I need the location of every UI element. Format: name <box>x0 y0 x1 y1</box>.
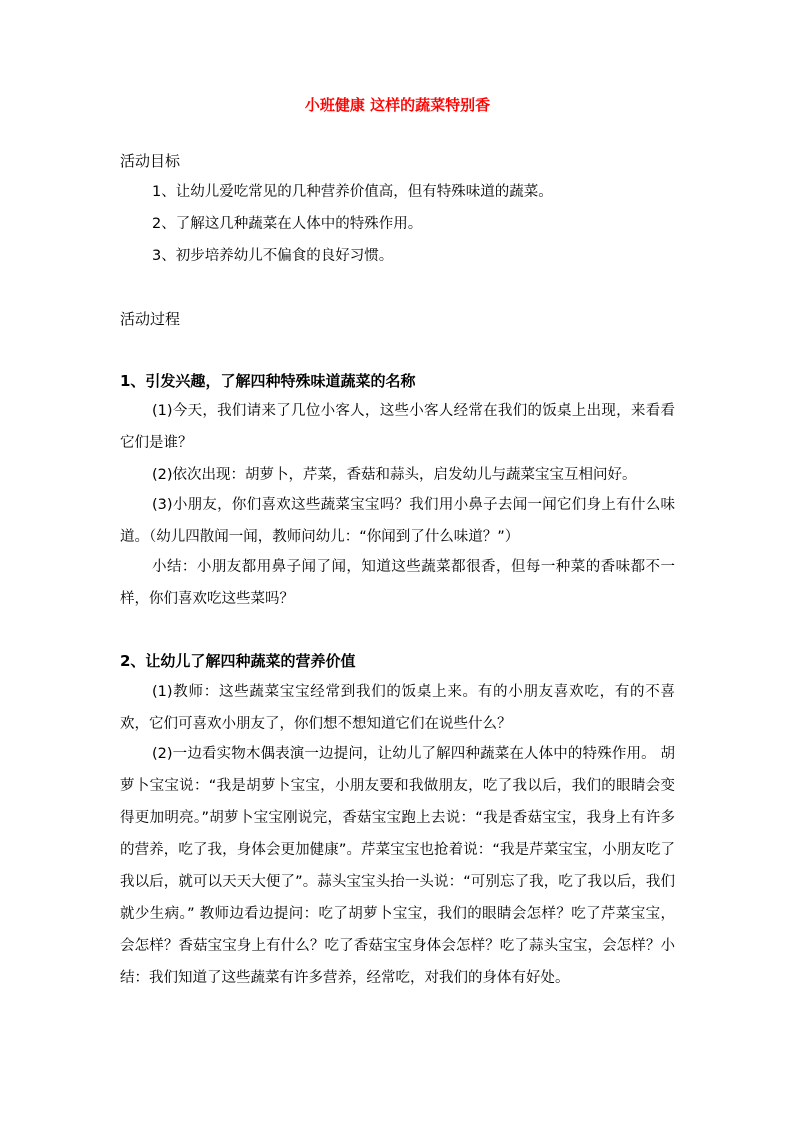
process-heading: 活动过程 <box>120 310 181 328</box>
section1-paragraph-2: (2)依次出现：胡萝卜，芹菜，香菇和蒜头，启发幼儿与蔬菜宝宝互相问好。 <box>152 467 637 483</box>
section1-paragraph-3: (3)小朋友，你们喜欢这些蔬菜宝宝吗？我们用小鼻子去闻一闻它们身上有什么味道。（幼儿四散闻一闻，教师问幼儿：“你闻到了什么味道？”） <box>120 497 675 545</box>
document-title: 小班健康 这样的蔬菜特别香 <box>304 96 491 114</box>
section1-summary: 小结：小朋友都用鼻子闻了闻，知道这些蔬菜都很香，但每一种菜的香味都不一样，你们喜欢吃这些菜吗？ <box>120 559 675 607</box>
section2-paragraph-2: (2)一边看实物木偶表演一边提问，让幼儿了解四种蔬菜在人体中的特殊作用。 胡萝卜宝宝说：“我是胡萝卜宝宝，小朋友要和我做朋友，吃了我以后，我们的眼睛会变得更加明亮。”胡萝卜宝宝刚说完，香菇宝宝跑上去说：“我是香菇宝宝，我身上有许多的营养，吃了我，身体会更加健康”。芹菜宝宝也抢着说：“我是芹菜宝宝，小朋友吃了我以后，就可以天天大便了”。蒜头宝宝头抬一头说：“可别忘了我，吃了我以后，我们就少生病。” 教师边看边提问：吃了胡萝卜宝宝，我们的眼睛会怎样？吃了芹菜宝宝，会怎样？香菇宝宝身上有什么？吃了香菇宝宝身体会怎样？吃了蒜头宝宝，会怎样？小结：我们知道了这些蔬菜有许多营养，经常吃，对我们的身体有好处。 <box>120 746 675 986</box>
section1-heading: 1、引发兴趣，了解四种特殊味道蔬菜的名称 <box>120 372 416 390</box>
section2-paragraph-1: (1)教师：这些蔬菜宝宝经常到我们的饭桌上来。有的小朋友喜欢吃，有的不喜欢，它们可喜欢小朋友了，你们想不想知道它们在说些什么？ <box>120 684 675 732</box>
goal-item-3: 3、初步培养幼儿不偏食的良好习惯。 <box>152 248 394 264</box>
section2-heading: 2、让幼儿了解四种蔬菜的营养价值 <box>120 652 356 670</box>
section1-paragraph-1: (1)今天，我们请来了几位小客人，这些小客人经常在我们的饭桌上出现，来看看它们是谁？ <box>120 403 675 451</box>
goals-heading: 活动目标 <box>120 152 181 170</box>
goal-item-2: 2、了解这几种蔬菜在人体中的特殊作用。 <box>152 216 423 232</box>
goal-item-1: 1、让幼儿爱吃常见的几种营养价值高，但有特殊味道的蔬菜。 <box>152 184 553 200</box>
